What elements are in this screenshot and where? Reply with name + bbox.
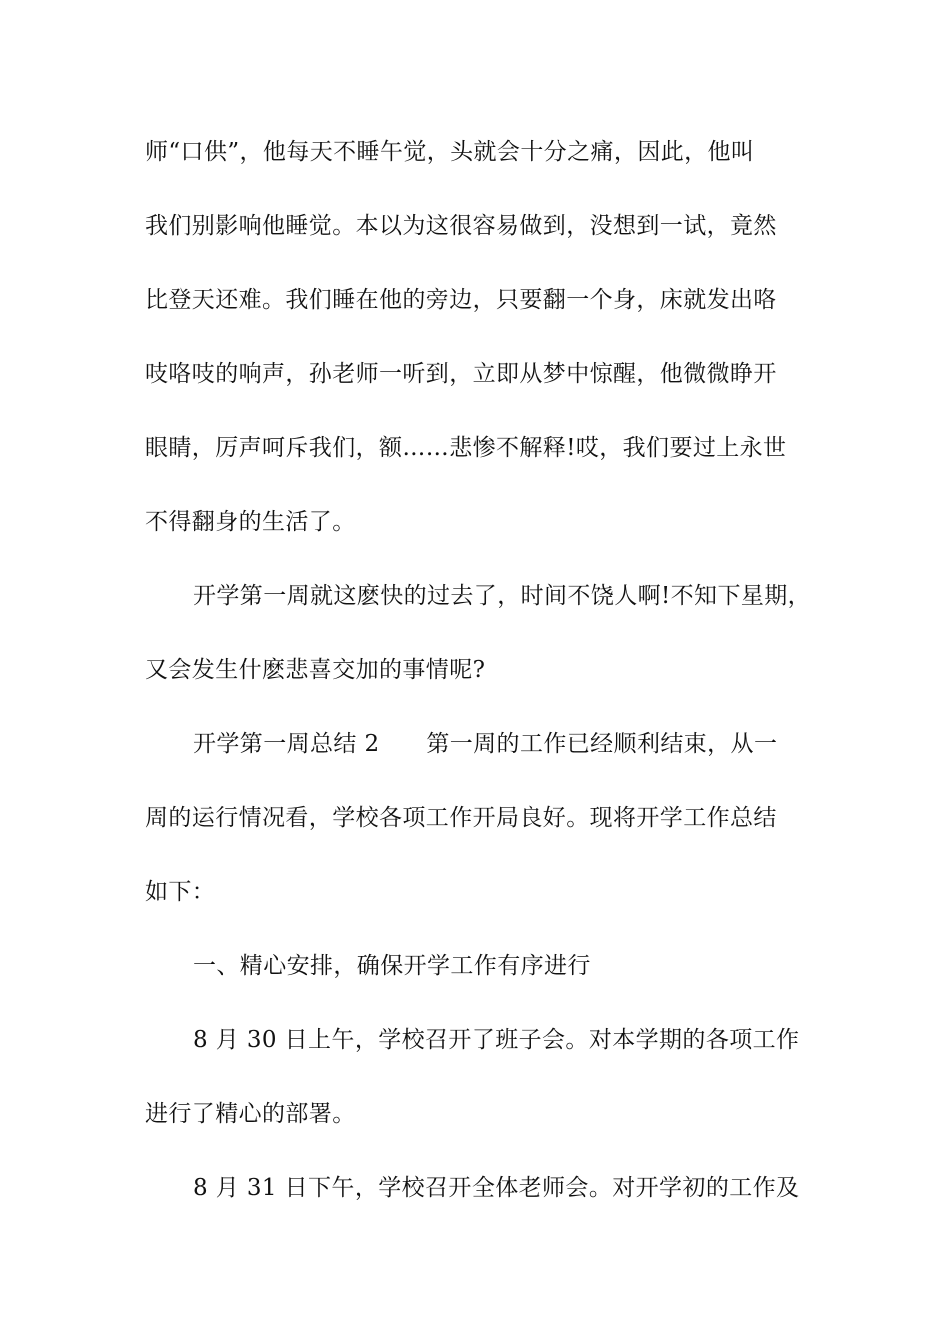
- text-line: 不得翻身的生活了。: [145, 509, 356, 535]
- section-title-line: 开学第一周总结 2 第一周的工作已经顺利结束，从一: [193, 731, 778, 757]
- text-line: 眼睛，厉声呵斥我们，额……悲惨不解释!哎，我们要过上永世: [145, 435, 787, 461]
- paragraph-start-line: 8 月 31 日下午，学校召开全体老师会。对开学初的工作及: [193, 1175, 800, 1201]
- heading-line: 一、精心安排，确保开学工作有序进行: [193, 953, 591, 979]
- text-line: 师“口供”，他每天不睡午觉，头就会十分之痛，因此，他叫: [145, 139, 755, 165]
- document-body: [145, 128, 812, 1238]
- paragraph-start-line: 开学第一周就这麽快的过去了，时间不饶人啊!不知下星期，: [193, 583, 812, 609]
- text-line: 比登天还难。我们睡在他的旁边，只要翻一个身，床就发出咯: [145, 287, 777, 313]
- text-line: 又会发生什麽悲喜交加的事情呢?: [145, 657, 486, 683]
- text-line: 我们别影响他睡觉。本以为这很容易做到，没想到一试，竟然: [145, 213, 777, 239]
- text-line: 如下：: [145, 879, 216, 905]
- text-line: 吱咯吱的响声，孙老师一听到，立即从梦中惊醒，他微微睁开: [145, 361, 777, 387]
- text-line: 周的运行情况看，学校各项工作开局良好。现将开学工作总结: [145, 805, 777, 831]
- text-line: 进行了精心的部署。: [145, 1101, 356, 1127]
- paragraph-start-line: 8 月 30 日上午，学校召开了班子会。对本学期的各项工作: [193, 1027, 800, 1053]
